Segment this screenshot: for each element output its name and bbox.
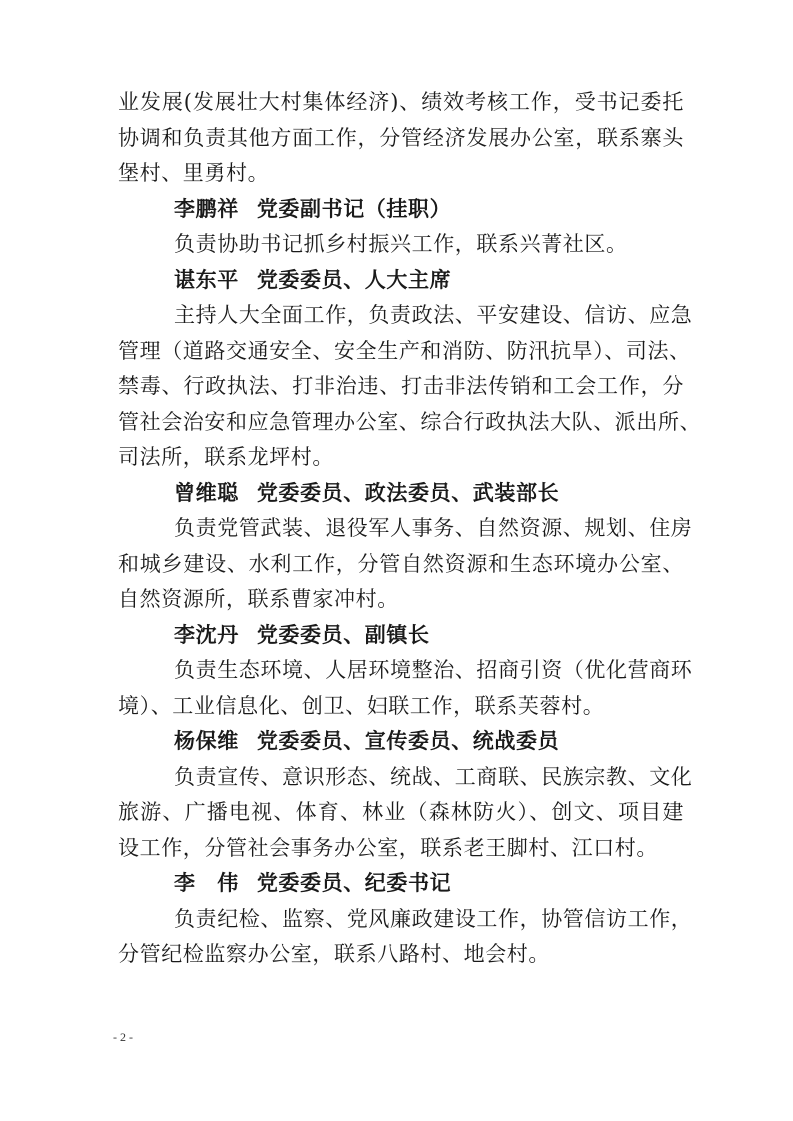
- duty-line: 管社会治安和应急管理办公室、综合行政执法大队、派出所、: [118, 409, 702, 434]
- duty-line: 负责协助书记抓乡村振兴工作，联系兴菁社区。: [174, 232, 628, 256]
- duty-line: 设工作，分管社会事务办公室，联系老王脚村、江口村。: [118, 835, 658, 860]
- official-heading: [118, 476, 684, 512]
- official-name: 杨保维: [174, 729, 239, 753]
- duty-line: 境）、工业信息化、创卫、妇联工作，联系芙蓉村。: [118, 693, 605, 718]
- official-title: 党委委员、政法委员、武装部长: [256, 480, 560, 505]
- duty-line: 负责生态环境、人居环境整治、招商引资（优化营商环: [174, 658, 693, 682]
- official-name: 李 伟: [174, 871, 239, 895]
- duty-line: 禁毒、行政执法、打非治违、打击非法传销和工会工作，分: [118, 374, 684, 398]
- official-name: 李沈丹: [174, 622, 239, 647]
- official-title: 党委委员、人大主席: [256, 267, 452, 292]
- official-heading: [118, 866, 684, 902]
- official-name: 谌东平: [174, 267, 239, 292]
- duty-line: 旅游、广播电视、体育、林业（森林防火）、创文、项目建: [118, 800, 684, 824]
- duty-line: 负责纪检、监察、党风廉政建设工作，协管信访工作，: [174, 906, 693, 931]
- duty-line: 分管纪检监察办公室，联系八路村、地会村。: [118, 942, 550, 966]
- official-title: 党委委员、纪委书记: [256, 871, 452, 895]
- duty-line: 负责宣传、意识形态、统战、工商联、民族宗教、文化: [174, 764, 693, 789]
- official-title: 党委委员、副镇长: [256, 622, 430, 647]
- official-name: 曾维聪: [174, 480, 239, 505]
- page-number: - 2 -: [113, 1030, 133, 1044]
- duty-line: 管理（道路交通安全、安全生产和消防、防汛抗旱）、司法、: [118, 338, 691, 363]
- intro-line: 协调和负责其他方面工作，分管经济发展办公室，联系寨头: [118, 125, 684, 150]
- official-name: 李鹏祥: [174, 196, 239, 221]
- official-heading: [118, 724, 684, 760]
- official-title: 党委副书记（挂职）: [256, 196, 452, 221]
- intro-line: 业发展(发展壮大村集体经济)、绩效考核工作，受书记委托: [118, 90, 684, 114]
- intro-line: 堡村、里勇村。: [118, 161, 270, 185]
- official-heading: [118, 618, 684, 654]
- official-heading: [118, 263, 684, 299]
- official-heading: [118, 192, 684, 228]
- duty-line: 自然资源所，联系曹家冲村。: [118, 587, 399, 611]
- duty-line: 司法所，联系龙坪村。: [118, 445, 334, 469]
- duty-line: 负责党管武装、退役军人事务、自然资源、规划、住房: [174, 516, 693, 540]
- duty-line: 主持人大全面工作，负责政法、平安建设、信访、应急: [174, 303, 693, 327]
- duty-line: 和城乡建设、水利工作，分管自然资源和生态环境办公室、: [118, 551, 684, 576]
- document-body: [118, 85, 702, 973]
- official-title: 党委委员、宣传委员、统战委员: [256, 729, 560, 753]
